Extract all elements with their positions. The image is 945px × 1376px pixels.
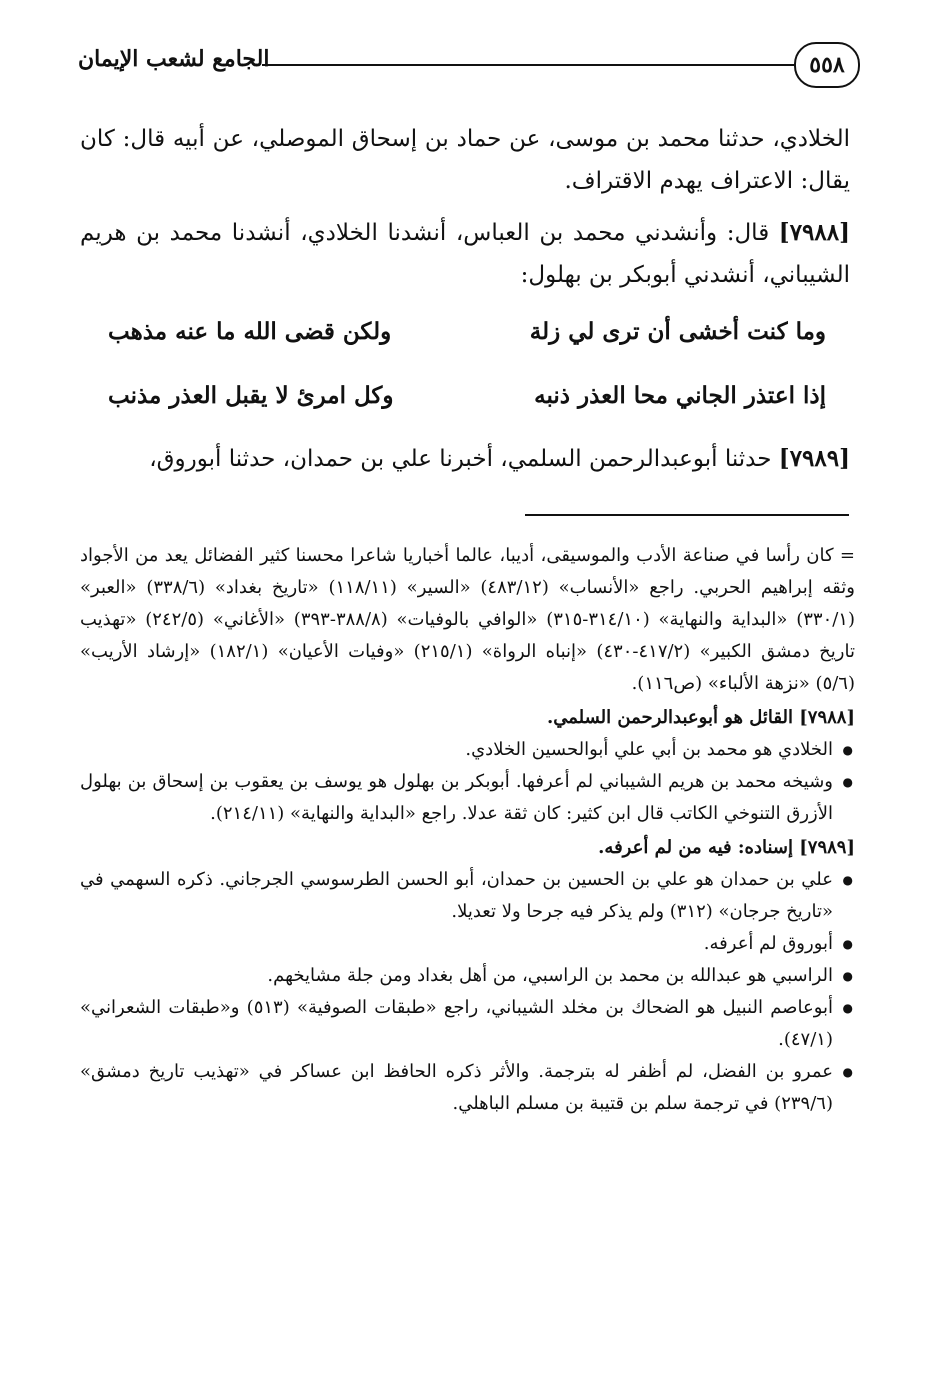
footnote-bullet: ● عمرو بن الفضل، لم أظفر له بترجمة. والأثر ذكره الحافظ ابن عساكر في «تهذيب تاريخ دمشق» (٢٣٩/٦) في ترجمة سلم بن قتيبة بن مسلم الباهلي. [80,1056,855,1120]
footnote-bullet: ● وشيخه محمد بن هريم الشيباني لم أعرفها. أبوبكر بن بهلول هو يوسف بن يعقوب بن إسحاق بن بهلول الأزرق التنوخي الكاتب قال ابن كثير: كان ثقة عدلا. راجع «البداية والنهاية» (٢١٤/١١). [80,766,855,830]
paragraph-7989 [80,438,850,480]
footnote-bullet: ● الخلادي هو محمد بن أبي علي أبوالحسين الخلادي. [80,734,855,766]
footnote-heading-7988: [٧٩٨٨] القائل هو أبوعبدالرحمن السلمي. [546,707,855,728]
footnotes [80,540,855,1120]
footnote-separator [525,514,849,516]
verse-line-2 [108,374,826,418]
paragraph-7988 [80,212,850,296]
hadith-number: [٧٩٨٨] [778,219,850,246]
page-header [70,38,860,102]
footnote-list-7988 [80,734,855,830]
paragraph-1: الخلادي، حدثنا محمد بن موسى، عن حماد بن إسحاق الموصلي، عن أبيه قال: كان يقال: الاعتراف يهدم الاقتراف. [80,126,850,194]
verse-hemistich: إذا اعتذر الجاني محا العذر ذنبه [534,382,826,409]
verse-hemistich: وما كنت أخشى أن ترى لي زلة [529,318,826,345]
running-title: الجامع لشعب الإيمان [78,46,270,72]
footnote-bullet: ● أبوروق لم أعرفه. [80,928,855,960]
footnote-bullet: ● أبوعاصم النبيل هو الضحاك بن مخلد الشيباني، راجع «طبقات الصوفية» (٥١٣) و«طبقات الشعراني» (٤٧/١). [80,992,855,1056]
main-text [80,118,850,490]
footnote-list-7989 [80,864,855,1120]
footnote-bullet: ● علي بن حمدان هو علي بن الحسين بن حمدان، أبو الحسن الطرسوسي الجرجاني. ذكره السهمي في «تاريخ جرجان» (٣١٢) ولم يذكر فيه جرحا ولا تعديلا. [80,864,855,928]
verse-line-1 [108,310,826,354]
paragraph-text: قال: وأنشدني محمد بن العباس، أنشدنا الخلادي، أنشدنا محمد بن هريم الشيباني، أنشدني أبوبكر بن بهلول: [80,220,850,288]
footnote-bullet: ● الراسبي هو عبدالله بن محمد بن الراسبي، من أهل بغداد ومن جلة مشايخهم. [80,960,855,992]
footnote-continuation: = كان رأسا في صناعة الأدب والموسيقى، أديبا، عالما أخباريا شاعرا محسنا كثير الفضائل يعد من الأجواد وثقه إبراهيم الحربي. راجع «الأنساب» (٤٨٣/١٢) «السير» (١١٨/١١) «تاريخ بغداد» (٣٣٨/٦) «العبر» (٣٣٠/١) «البداية والنهاية» (٣١٤/١٠-٣١٥) «الوافي بالوفيات» (٣٨٨/٨-٣٩٣) «الأغاني» (٢٤٢/٥) «تهذيب تاريخ دمشق الكبير» (٤١٧/٢-٤٣٠) «إنباه الرواة» (٢١٥/١) «وفيات الأعيان» (١٨٢/١) «إرشاد الأريب» (٥/٦) «نزهة الألباء» (ص١١٦). [80,545,856,694]
verse-hemistich: وكل امرئ لا يقبل العذر مذنب [108,382,394,409]
page-number: ٥٥٨ [794,42,860,88]
header-rule [262,64,796,66]
footnote-heading-7989: [٧٩٨٩] إسناده: فيه من لم أعرفه. [598,837,855,858]
hadith-number: [٧٩٨٩] [778,445,850,472]
paragraph-text: حدثنا أبوعبدالرحمن السلمي، أخبرنا علي بن حمدان، حدثنا أبوروق، [149,446,772,472]
verse-hemistich: ولكن قضى الله ما عنه مذهب [108,318,392,345]
